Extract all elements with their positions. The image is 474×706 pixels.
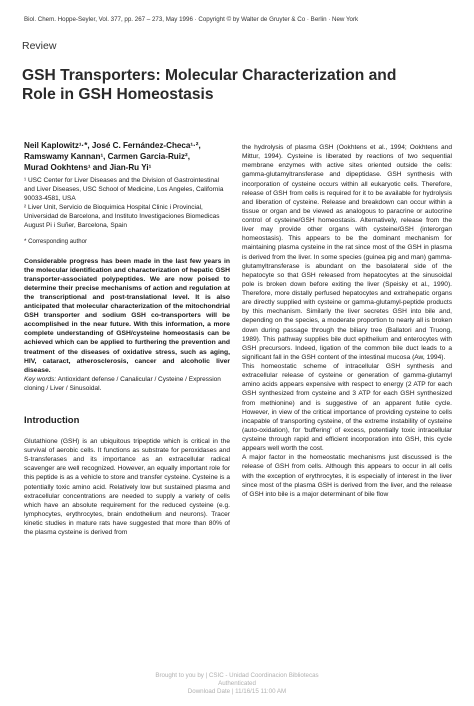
body-paragraph-2: This homeostatic scheme of intracellular GSH synthesis and extracellular release of cysteine or generation of gamma-glutamyl amino acids appears expensive with respect to energy (2 ATP for each GSH synthesized from cysteine and 3 ATP for each GSH synthesized from methionine) and is suggestive of an apparent futile cycle. However, in view of the critical importance of providing cysteine to cells incapable of transporting cysteine, of the extreme instability of cysteine (auto-oxidation), for 'buffering' of excess, potentially toxic intracellular cysteine through rapid and efficient incorporation into GSH, this cycle appears well worth the cost. (242, 363, 452, 453)
footer-brought-by: Brought to you by | CSIC - Unidad Coordinacion Bibliotecas (155, 672, 319, 679)
download-footer (0, 672, 474, 696)
authors-line-3: Murad Ookhtens¹ and Jian-Ru Yi¹ (24, 163, 152, 172)
author-list (24, 140, 230, 173)
title-line-1: GSH Transporters: Molecular Characterization and (22, 67, 397, 84)
journal-citation-header: Biol. Chem. Hoppe-Seyler, Vol. 377, pp. 267 – 273, May 1996 · Copyright © by Walter de Gruyter & Co · Berlin · New York (24, 16, 359, 23)
authors-line-2: Ramswamy Kannan¹, Carmen Garcia-Ruiz², (24, 152, 190, 161)
keywords-text: Antioxidant defense / Canalicular / Cysteine / Expression cloning / Liver / Sinusoidal. (24, 375, 221, 392)
keywords-label: Key words: (24, 375, 57, 383)
body-paragraph-1: the hydrolysis of plasma GSH (Ookhtens et al., 1994; Ookhtens and Mittur, 1994). Cysteine is liberated by reactions of two sequential membrane enzymes with active sites oriented outside the cells: gamma-glutamyltransferase and dipeptidase. GSH synthesis with incorporation of cysteine occurs within all eukaryotic cells. Therefore, release of GSH from cells is required for it to be available for hydrolysis and liberation of cysteine. Release and breakdown can occur within a tissue or organ and be viewed as analogous to paracrine or autocrine control of cysteine/GSH homeostasis. Alternatively, release from the liver may provide other organs with cysteine/GSH (interorgan homeostasis). This appears to be the dominant mechanism for maintaining plasma cysteine in the rat since most of the GSH in plasma is derived from the liver. In some species (guinea pig and man) gamma-glutamyltransferase is abundant on the basolateral side of the hepatocyte so that GSH released from hepatocytes at the sinusoidal pole is broken down before exiting the liver (Speisky et al., 1990). Therefore, more distally perfused hepatocytes and extrahepatic organs are directly supplied with cysteine or gamma-glutamyl-peptide products by this mechanism. Similarly the liver secretes GSH into bile and, depending on the species, a moderate proportion to nearly all is broken down during passage through the biliary tree (Ballatori and Truong, 1989). This pathway supplies bile duct epithelium and enterocytes with GSH precursors. Indeed, ligation of the common bile duct leads to a significant fall in the GSH content of the intestinal mucosa (Aw, 1994). (242, 144, 452, 361)
introduction-heading: Introduction (24, 414, 80, 426)
right-column (242, 143, 452, 499)
affiliation-1: ¹ USC Center for Liver Diseases and the Division of Gastrointestinal and Liver Diseases, USC School of Medicine, Los Angeles, California 90033-4581, USA (24, 177, 224, 203)
footer-authenticated: Authenticated (218, 680, 256, 687)
introduction-paragraph: Glutathione (GSH) is an ubiquitous tripeptide which is critical in the survival of aerobic cells. It functions as substrate for peroxidases and S-transferases and its importance as an extracellular radical scavenger are well recognized. However, an equally important role for this peptide is as a vehicle to store and transfer cysteine. Cysteine is a potentially toxic amino acid. Relatively low but sustained plasma and extracellular concentrations are needed to supply a variety of cells which have an absolute requirement for the reduced cysteine (e.g. lymphocytes, erythrocytes, brain endothelium and neurons). Tracer kinetic studies in mature rats have suggested that more than 80% of the plasma cysteine is derived from (24, 437, 230, 537)
authors-line-1: Neil Kaplowitz¹·*, José C. Fernández-Checa¹·², (24, 141, 201, 150)
affiliation-2: ² Liver Unit, Servicio de Bioquimica Hospital Clinic i Provincial, Universidad de Barcelona, and Instituto Investigaciones Biomedicas August Pi i Suñer, Barcelona, Spain (24, 204, 220, 230)
section-label: Review (22, 40, 57, 52)
left-column (24, 140, 230, 537)
article-title (22, 66, 442, 104)
title-line-2: Role in GSH Homeostasis (22, 86, 214, 103)
footer-download-date: Download Date | 11/16/15 11:00 AM (187, 688, 287, 695)
body-paragraph-3: A major factor in the homeostatic mechanisms just discussed is the release of GSH from cells. Although this appears to occur in all cells with the exception of erythrocytes, it is especially of interest in the liver since most of the plasma GSH is derived from the liver, and the release of GSH into bile is a major determinant of bile flow (242, 454, 452, 498)
keywords (24, 375, 230, 393)
abstract: Considerable progress has been made in the last few years in the molecular identification and characterization of hepatic GSH transporter-associated polypeptides. We are now poised to determine their precise mechanisms of action and regulation at the transcriptional and post-translational level. It is also anticipated that molecular characterization of the mitochondrial GSH transporter and sodium GSH co-transporters will be accomplished in the near future. With this information, a more complete understanding of GSH/cysteine homeostasis can be achieved which can be applied to furthering the prevention and treatment of the diseases of oxidative stress, such as aging, HIV, cataract, atherosclerosis, cancer and alcoholic liver disease. (24, 257, 230, 374)
corresponding-author-note: * Corresponding author (24, 237, 88, 245)
